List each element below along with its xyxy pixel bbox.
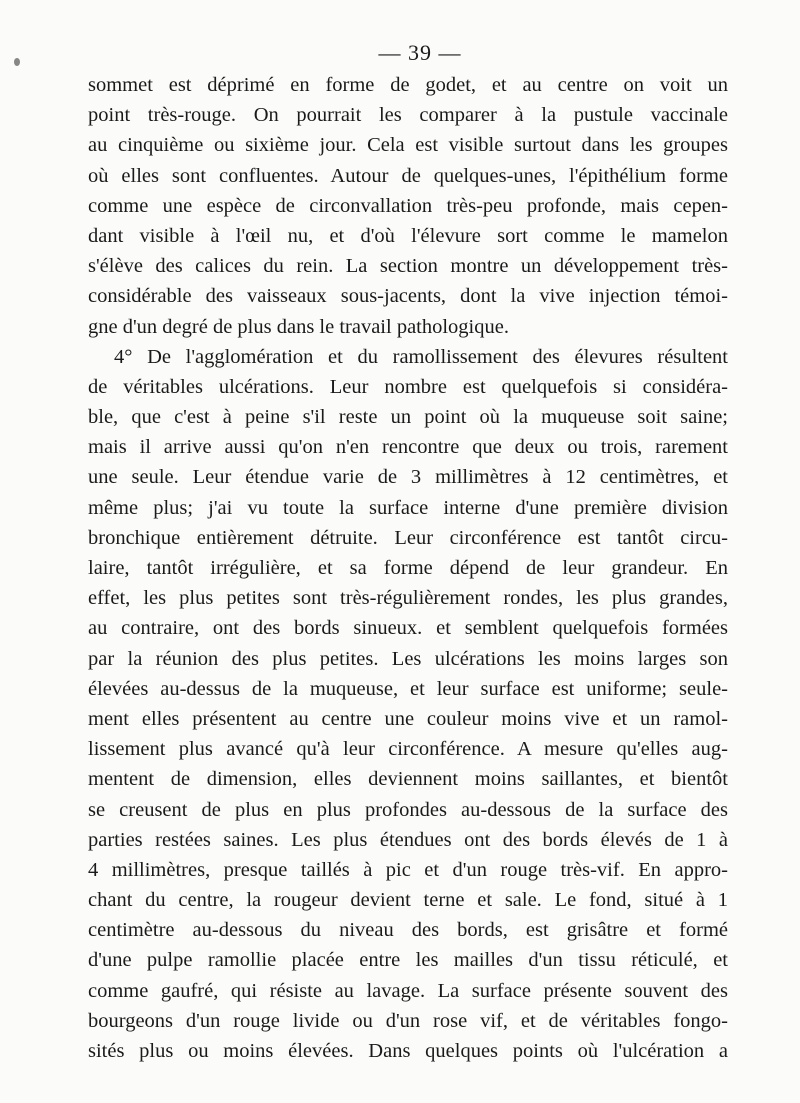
body-text [88, 70, 728, 1066]
text-line: comme gaufré, qui résiste au lavage. La surface présente souvent des [88, 979, 728, 1002]
text-line: dant visible à l'œil nu, et d'où l'élevure sort comme le mamelon [88, 224, 728, 247]
text-line: par la réunion des plus petites. Les ulcérations les moins larges son [88, 647, 728, 670]
text-line: 4 millimètres, presque taillés à pic et d'un rouge très-vif. En appro- [88, 858, 728, 881]
text-line: lissement plus avancé qu'à leur circonférence. A mesure qu'elles aug- [88, 738, 728, 761]
text-line: au cinquième ou sixième jour. Cela est visible surtout dans les groupes [88, 134, 728, 157]
text-line: bourgeons d'un rouge livide ou d'un rose vif, et de véritables fongo- [88, 1009, 728, 1032]
text-line: élevées au-dessus de la muqueuse, et leur surface est uniforme; seule- [88, 677, 728, 700]
text-line: où elles sont confluentes. Autour de quelques-unes, l'épithélium forme [88, 164, 728, 187]
text-line: mais il arrive aussi qu'on n'en rencontre que deux ou trois, rarement [88, 436, 728, 459]
text-line: considérable des vaisseaux sous-jacents, dont la vive injection témoi- [88, 285, 728, 308]
text-line: ment elles présentent au centre une couleur moins vive et un ramol- [88, 707, 728, 730]
text-line: se creusent de plus en plus profondes au-dessous de la surface des [88, 798, 728, 821]
text-line: bronchique entièrement détruite. Leur circonférence est tantôt circu- [88, 526, 728, 549]
text-line: ble, que c'est à peine s'il reste un point où la muqueuse soit saine; [88, 406, 728, 429]
text-line: d'une pulpe ramollie placée entre les mailles d'un tissu réticulé, et [88, 949, 728, 972]
text-line: parties restées saines. Les plus étendues ont des bords élevés de 1 à [88, 828, 728, 851]
text-line: même plus; j'ai vu toute la surface interne d'une première division [88, 496, 728, 519]
text-line: centimètre au-dessous du niveau des bords, est grisâtre et formé [88, 919, 728, 942]
text-line: mentent de dimension, elles deviennent moins saillantes, et bientôt [88, 768, 728, 791]
paragraph-start-line: 4° De l'agglomération et du ramollissement des élevures résultent [114, 345, 728, 368]
page-number: — 39 — [378, 40, 462, 65]
text-line: de véritables ulcérations. Leur nombre est quelquefois si considéra- [88, 375, 728, 398]
text-line: effet, les plus petites sont très-régulièrement rondes, les plus grandes, [88, 587, 728, 610]
text-line: sommet est déprimé en forme de godet, et au centre on voit un [88, 74, 728, 96]
text-line: laire, tantôt irrégulière, et sa forme dépend de leur grandeur. En [88, 557, 728, 579]
text-line: gne d'un degré de plus dans le travail pathologique. [88, 315, 509, 338]
text-line: au contraire, ont des bords sinueux. et semblent quelquefois formées [88, 617, 728, 640]
text-line: chant du centre, la rougeur devient terne et sale. Le fond, situé à 1 [88, 889, 728, 912]
text-line: comme une espèce de circonvallation très-peu profonde, mais cepen- [88, 194, 728, 217]
text-line: une seule. Leur étendue varie de 3 millimètres à 12 centimètres, et [88, 466, 728, 489]
text-line: sités plus ou moins élevées. Dans quelques points où l'ulcération a [88, 1040, 728, 1062]
text-line: point très-rouge. On pourrait les comparer à la pustule vaccinale [88, 104, 728, 127]
text-line: s'élève des calices du rein. La section montre un développement très- [88, 255, 728, 278]
